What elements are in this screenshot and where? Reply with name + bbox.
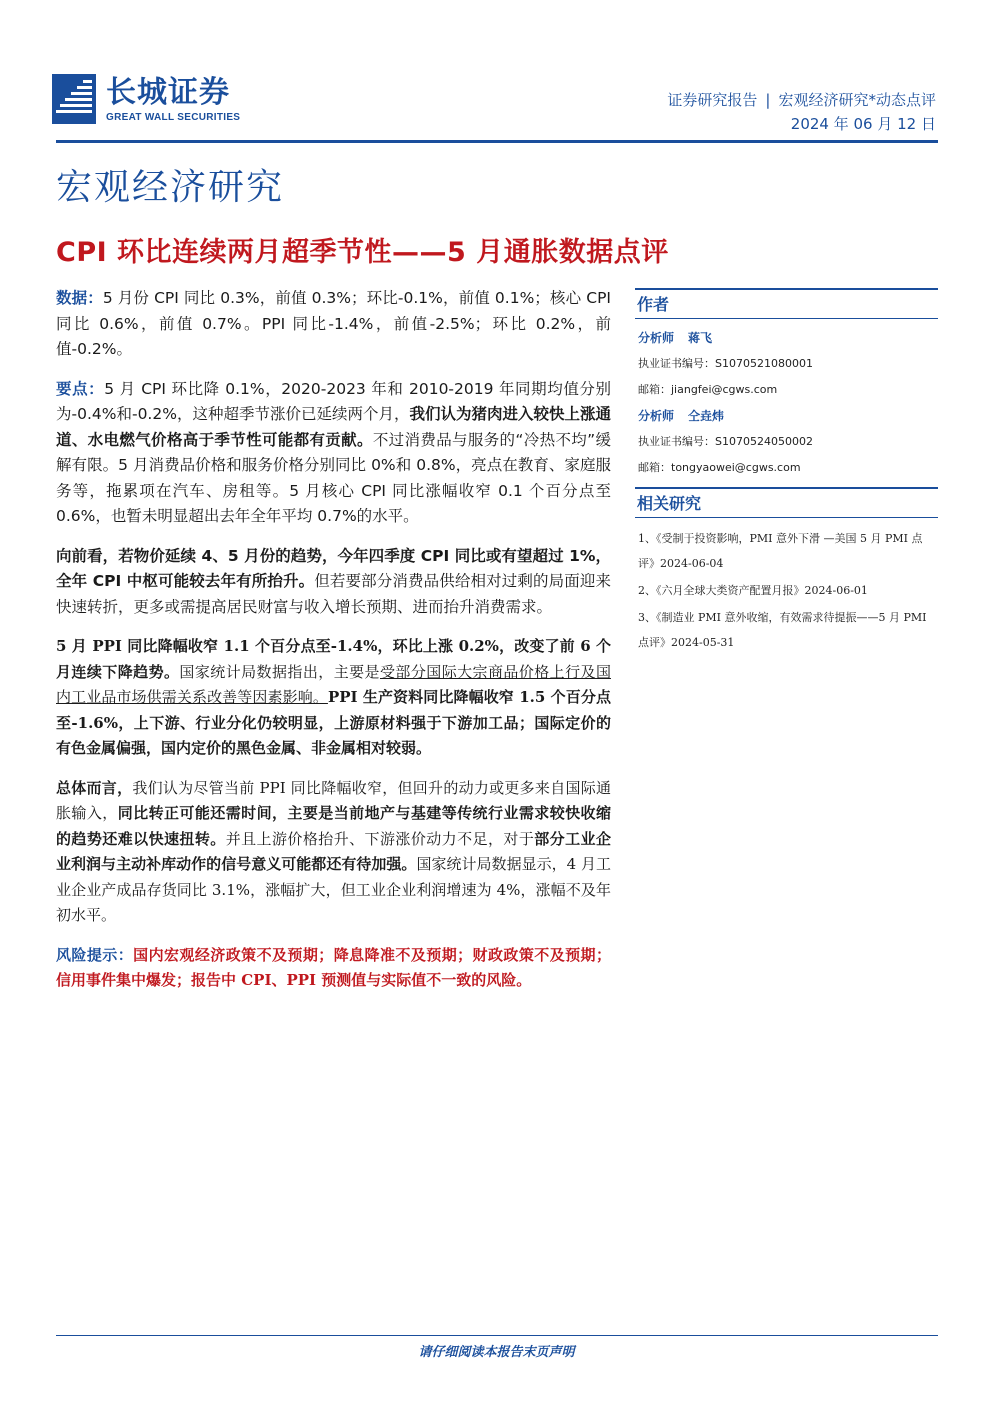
great-wall-logo-icon [52, 74, 96, 124]
paragraph-outlook [56, 544, 611, 621]
related-item-1[interactable]: 1、《受制于投资影响，PMI 意外下滑 —美国 5 月 PMI 点评》2024-06-04 [638, 532, 923, 570]
ppi-underline-1: 受部分国际大宗商品价格上行及国内工业品市场供需关系改善等因素影响。 [56, 662, 611, 706]
related-item-3[interactable]: 3、《制造业 PMI 意外收缩，有效需求待提振——5 月 PMI 点评》2024-05-31 [638, 611, 927, 649]
analyst-2-cert-value: S1070524050002 [715, 435, 813, 448]
keypoints-label: 要点： [56, 379, 105, 398]
analyst-2-email [635, 455, 938, 481]
paragraph-risk [56, 943, 611, 994]
meta-separator: | [765, 91, 771, 109]
section-title: 宏观经济研究 [56, 167, 285, 208]
ppi-bold-2: PPI 生产资料同比降幅收窄 1.5 个百分点至-1.6%，上下游、行业分化仍较明显，上游原材料强于下游加工品；国际定价的有色金属偏强，国内定价的黑色金属、非金属相对较弱。 [56, 688, 611, 757]
related-item-2[interactable]: 2、《六月全球大类资产配置月报》2024-06-01 [638, 584, 868, 597]
report-title: CPI 环比连续两月超季节性——5 月通胀数据点评 [56, 237, 669, 268]
paragraph-summary [56, 776, 611, 929]
keypoints-text-1: 5 月 CPI 环比降 0.1%，2020-2023 年和 2010-2019 年同期均值分别为-0.4%和-0.2%，这种超季节涨价已延续两个月， [56, 379, 611, 423]
summary-bold-3: 部分工业企业利润与主动补库动作的信号意义可能都还有待加强。 [56, 829, 611, 873]
header-divider [56, 140, 938, 143]
summary-bold-2: 同比转正可能还需时间，主要是当前地产与基建等传统行业需求较快收缩的趋势还难以快速扭转。 [56, 804, 611, 848]
risk-label: 风险提示： [56, 945, 134, 964]
analyst-2-cert [635, 429, 938, 455]
analyst-1-email-label: 邮箱： [638, 383, 671, 396]
analyst-1-role: 分析师 [638, 331, 675, 345]
risk-text: 国内宏观经济政策不及预期；降息降准不及预期；财政政策不及预期；信用事件集中爆发；报告中 CPI、PPI 预测值与实际值不一致的风险。 [56, 945, 611, 989]
paragraph-keypoints [56, 377, 611, 530]
report-date: 2024 年 06 月 12 日 [790, 115, 936, 133]
data-label: 数据： [56, 289, 103, 307]
summary-text-2: 并且上游价格抬升、下游涨价动力不足，对于 [225, 829, 535, 848]
brand-name-cn: 长城证券 [106, 75, 230, 110]
paragraph-data [56, 286, 611, 363]
data-text: 5 月份 CPI 同比 0.3%，前值 0.3%；环比-0.1%，前值 0.1%；核心 CPI 同比 0.6%，前值 0.7%。PPI 同比-1.4%，前值-2.5%；环比 0.2%，前值-0.2%。 [56, 289, 611, 358]
analyst-2-role-name [635, 403, 938, 429]
analyst-2-role: 分析师 [638, 409, 675, 423]
analyst-2-email-label: 邮箱： [638, 461, 671, 474]
paragraph-ppi [56, 634, 611, 762]
authors-heading: 作者 [635, 288, 938, 319]
footer-disclaimer: 请仔细阅读本报告末页声明 [418, 1345, 575, 1360]
related-research-heading: 相关研究 [635, 487, 938, 518]
brand-name-en: GREAT WALL SECURITIES [106, 112, 241, 123]
report-meta [667, 88, 936, 136]
analyst-1-cert-label: 执业证书编号： [638, 357, 715, 370]
report-category: 宏观经济研究*动态点评 [778, 91, 936, 109]
keypoints-bold-1: 我们认为猪肉进入较快上涨通道、水电燃气价格高于季节性可能都有贡献。 [56, 405, 611, 449]
ppi-text-1: 国家统计局数据指出，主要是 [179, 662, 380, 681]
outlook-text-1: 但若要部分消费品供给相对过剩的局面迎来快速转折，更多或需提高居民财富与收入增长预期、进而抬升消费需求。 [56, 572, 611, 616]
ppi-bold-1: 5 月 PPI 同比降幅收窄 1.1 个百分点至-1.4%，环比上涨 0.2%，改变了前 6 个月连续下降趋势。 [56, 637, 611, 681]
sidebar [635, 288, 938, 657]
analyst-2-cert-label: 执业证书编号： [638, 435, 715, 448]
analyst-1-email-value[interactable]: jiangfei@cgws.com [671, 383, 778, 396]
outlook-bold-1: 向前看，若物价延续 4、5 月份的趋势，今年四季度 CPI 同比或有望超过 1%，全年 CPI 中枢可能较去年有所抬升。 [56, 546, 611, 590]
analyst-1-cert-value: S1070521080001 [715, 357, 813, 370]
report-type: 证券研究报告 [667, 91, 758, 109]
summary-text-3: 国家统计局数据显示，4 月工业企业产成品存货同比 3.1%，涨幅扩大，但工业企业利润增速为 4%，涨幅不及年初水平。 [56, 855, 611, 924]
summary-text-1: 我们认为尽管当前 PPI 同比降幅收窄，但回升的动力或更多来自国际通胀输入， [56, 778, 611, 822]
footer-divider [56, 1335, 938, 1336]
related-research-list [635, 526, 938, 655]
analyst-2-name: 仝垚炜 [688, 409, 725, 423]
analyst-1-cert [635, 351, 938, 377]
analyst-2-email-value[interactable]: tongyaowei@cgws.com [671, 461, 801, 474]
company-logo [52, 74, 240, 124]
report-body [56, 286, 611, 1008]
analyst-1-name: 蒋飞 [688, 331, 713, 345]
analyst-1-role-name [635, 325, 938, 351]
analyst-1-email [635, 377, 938, 403]
keypoints-text-2: 不过消费品与服务的“冷热不均”缓解有限。5 月消费品价格和服务价格分别同比 0%和 0.8%，亮点在教育、家庭服务等，拖累项在汽车、房租等。5 月核心 CPI 同比涨幅收窄 0.1 个百分点至 0.6%，也暂未明显超出去年全年平均 0.7%的水平。 [56, 430, 611, 525]
summary-bold-1: 总体而言， [56, 778, 133, 797]
